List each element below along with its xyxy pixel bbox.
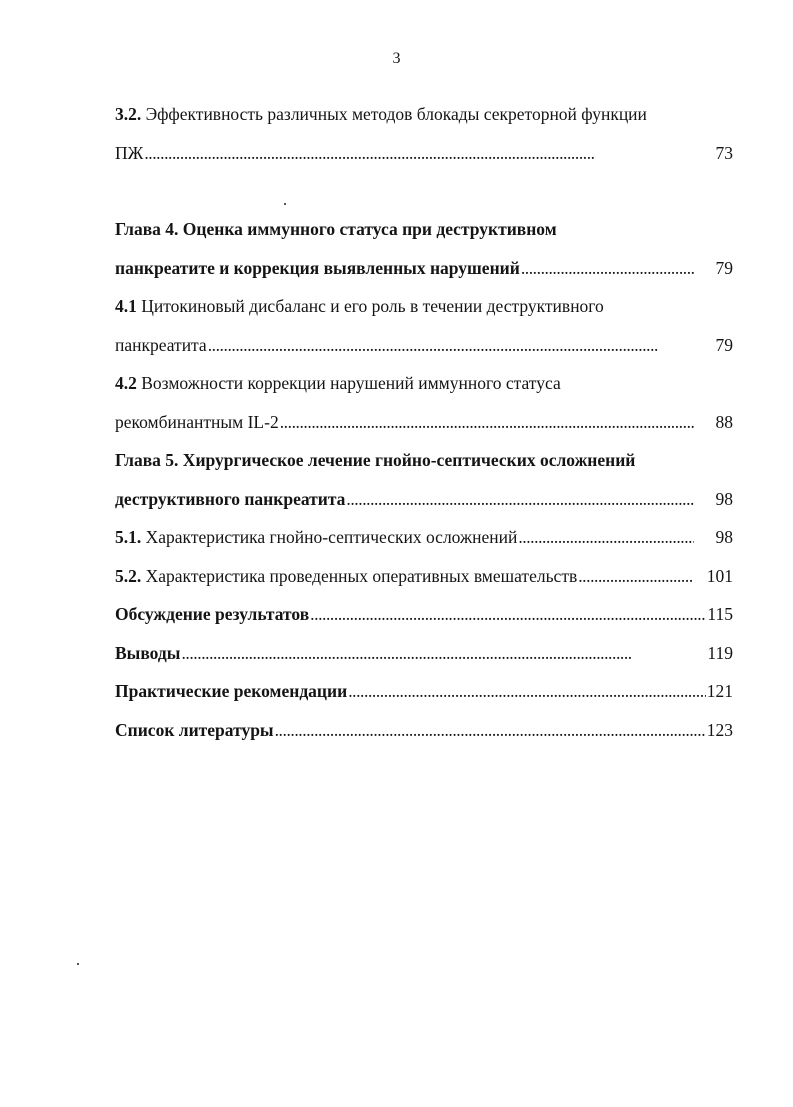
page-ref: 98 xyxy=(715,488,733,509)
toc-chapter-5-line1 xyxy=(115,444,733,483)
section-number: 5.1. xyxy=(115,527,142,547)
toc-entry-text xyxy=(115,521,517,553)
page-ref: 88 xyxy=(715,411,733,432)
dot-leader xyxy=(518,521,694,553)
toc-entry-4-2-line1 xyxy=(115,367,733,406)
dot-leader xyxy=(181,637,706,669)
page-ref: 119 xyxy=(707,642,733,663)
chapter-title: Глава 5. Хирургическое лечение гнойно-септических осложнений xyxy=(115,450,636,470)
toc-entry-3-2-line2 xyxy=(115,137,733,176)
toc-discussion xyxy=(115,598,733,637)
section-title: Цитокиновый дисбаланс и его роль в течении деструктивного xyxy=(136,296,604,316)
section-title: ПЖ xyxy=(115,142,144,163)
page-ref: 115 xyxy=(707,604,733,624)
toc-entry-4-1-line2 xyxy=(115,329,733,368)
section-number: 3.2. xyxy=(115,104,142,124)
section-title: Возможности коррекции нарушений иммунного статуса xyxy=(136,373,561,393)
section-number: 4.1 xyxy=(115,296,137,316)
section-title: Практические рекомендации xyxy=(115,681,348,701)
page-number: 3 xyxy=(392,50,401,67)
toc-entry-text xyxy=(115,367,561,399)
toc-recommendations xyxy=(115,675,733,714)
toc-references xyxy=(115,714,733,753)
toc-chapter-5-line2 xyxy=(115,483,733,522)
toc-entry-5-1 xyxy=(115,521,733,560)
section-number: 4.2 xyxy=(115,373,137,393)
dot-leader xyxy=(310,598,706,630)
toc-entry-4-2-line2 xyxy=(115,406,733,445)
dot-leader xyxy=(521,252,694,284)
dot-leader xyxy=(280,406,694,438)
toc-chapter-4-line2 xyxy=(115,252,733,291)
toc-chapter-4-line1 xyxy=(115,213,733,252)
toc-entry-text xyxy=(115,98,647,130)
page-ref: 123 xyxy=(706,719,733,740)
dot-leader xyxy=(208,329,694,361)
toc-entry-4-1-line1 xyxy=(115,290,733,329)
section-title: Обсуждение результатов xyxy=(115,604,310,624)
toc-conclusions xyxy=(115,637,733,676)
toc-entry-text xyxy=(115,290,604,322)
chapter-title: панкреатите и коррекция выявленных нарушений xyxy=(115,257,520,278)
section-title: Выводы xyxy=(115,642,181,663)
dot-leader xyxy=(578,560,692,592)
dot-leader xyxy=(144,137,694,169)
table-of-contents xyxy=(115,98,733,752)
page-ref: 121 xyxy=(706,681,733,701)
dot-leader xyxy=(275,714,706,746)
section-title: Характеристика проведенных оперативных вмешательств xyxy=(141,565,578,586)
dot-leader xyxy=(346,483,694,515)
section-title: Список литературы xyxy=(115,719,274,740)
section-number: 5.2. xyxy=(115,565,142,586)
section-title: Характеристика гнойно-септических осложнений xyxy=(141,527,518,547)
scan-speck xyxy=(77,963,79,965)
page-ref: 73 xyxy=(715,142,733,163)
dot-leader xyxy=(348,675,706,707)
page-ref: 79 xyxy=(715,334,733,355)
page-ref: 98 xyxy=(715,527,733,547)
page-ref: 79 xyxy=(715,257,733,278)
section-title: панкреатита xyxy=(115,334,207,355)
page-ref: 101 xyxy=(706,565,733,586)
chapter-title: деструктивного панкреатита xyxy=(115,488,346,509)
toc-entry-5-2 xyxy=(115,560,733,599)
scan-speck xyxy=(284,203,286,205)
chapter-title: Глава 4. Оценка иммунного статуса при деструктивном xyxy=(115,219,557,239)
section-title: рекомбинантным IL-2 xyxy=(115,411,279,432)
toc-entry-3-2-line1 xyxy=(115,98,733,137)
section-title: Эффективность различных методов блокады секреторной функции xyxy=(141,104,647,124)
toc-entry-text xyxy=(115,560,577,592)
